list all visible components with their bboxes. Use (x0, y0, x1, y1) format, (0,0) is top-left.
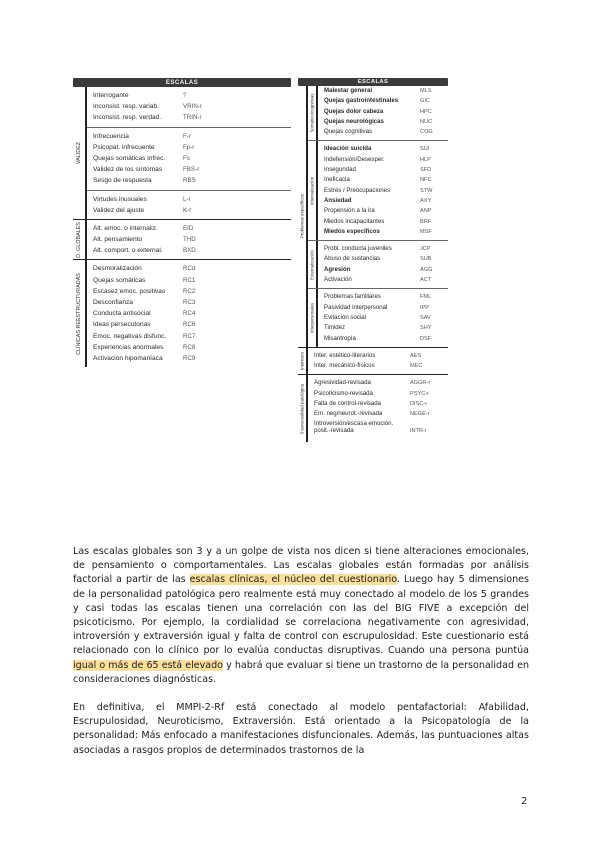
table-row: Interrogante ? (93, 92, 187, 99)
group-validez (73, 87, 291, 220)
group-label: VALIDEZ (76, 141, 82, 164)
table-row: Sesgo de respuesta RBS (93, 177, 196, 185)
table-row: Quejas somáticas infrec. Fs (93, 154, 190, 162)
table-row: Indefensión/Desesper. HLP (324, 155, 431, 163)
table-row: Emoc. negativas disfunc. RC7 (93, 332, 196, 340)
table-row: Evitación social SAV (324, 313, 431, 321)
group-label-cell (73, 260, 87, 367)
table-row: Validez de los síntomas FBS-r (93, 166, 200, 174)
highlight-clinicas: escalas clínicas, el núcleo del cuestionario (189, 574, 397, 586)
subgroup-label: Externalización (309, 249, 315, 280)
subgroup-externalizacion (308, 241, 448, 289)
table-row: Misantropía DSF (324, 334, 432, 342)
table-row: Quejas neurológicas NUC (324, 117, 433, 125)
table-row: Ansiedad AXY (324, 196, 432, 204)
table-row: Alt. emoc. o internaliz. EID (93, 224, 194, 232)
table-row: Psicopat. infrecuente Fp-r (93, 143, 195, 151)
group-label-cell (298, 348, 308, 375)
table-row: Inseguridad SFD (324, 166, 432, 174)
table-row: Desmoralización RCd (93, 265, 196, 273)
table-row: Inter. estético-literarios AES (314, 351, 422, 359)
table-row: Malestar general MLS (324, 87, 432, 94)
table-header: ESCALAS (73, 78, 291, 87)
group-label: CLÍNICAS REESTRUCTURADAS (76, 272, 82, 355)
table-row: Activación ACT (324, 276, 432, 284)
table-row: Quejas gastrointestinales GIC (324, 97, 430, 105)
group-label-cell (73, 87, 87, 219)
paragraph-2: En definitiva, el MMPI-2-Rf está conectado al modelo pentafactorial: Afabilidad, Escrupulosidad, Neuroticismo, Extraversión. Está orientado a la Psicopatología de la personalidad: Más enfocado a manifestaciones disfuncionales. Además, las puntuaciones altas asociadas a rasgos propios de determinados trastornos de la (73, 702, 529, 756)
subgroup-label-cell (308, 241, 318, 288)
subgroup (87, 128, 291, 191)
table-row: Pasividad interpersonal IPP (324, 303, 430, 311)
table-row: Quejas somáticas RC1 (93, 276, 196, 284)
scales-table-right (298, 78, 448, 442)
table-row: Infrecuencia F-r (93, 132, 191, 140)
table-row: Miedos incapacitantes BRF (324, 217, 432, 225)
scales-table-left (73, 78, 291, 367)
table-row: Timidez SHY (324, 324, 432, 332)
subgroup (87, 87, 291, 128)
table-row: Probl. conducta juveniles JCP (324, 245, 431, 253)
group-label: Problemas específicos (299, 194, 305, 239)
group-personalidad-patologica (298, 375, 448, 441)
table-row: Virtudes inusuales L-r (93, 195, 191, 203)
table-row: Experiencias anormales RC8 (93, 343, 196, 351)
group-globales (73, 220, 291, 261)
group-label-cell (73, 220, 87, 260)
subgroup-internalizacion (308, 141, 448, 241)
table-row: Alt. pensamiento THD (93, 236, 196, 244)
subgroup-label-cell (308, 141, 318, 240)
group-label-cell (298, 375, 308, 441)
table-row: Alt. comport. o external. BXD (93, 247, 196, 255)
table-row: Psicoticismo-revisada PSYC-r (314, 389, 429, 397)
subgroup-somatico (308, 86, 448, 141)
table-row: Ideación suicida SUI (324, 145, 430, 153)
subgroup-label: Somático/cognitivas (309, 93, 315, 133)
subgroup-interpersonales (308, 289, 448, 346)
group-clinicas (73, 260, 291, 367)
subgroup-label-cell (308, 289, 318, 346)
subgroup (87, 191, 291, 219)
table-row: Falta de control-revisada DISC-r (314, 400, 428, 408)
table-row: Validez del ajuste K-r (93, 206, 192, 214)
table-row: Inconsist. resp. variab. VRIN-r (93, 103, 202, 111)
table-row: Ineficacia NFC (324, 176, 432, 184)
table-row: Escasez emoc. positivas RC2 (93, 287, 196, 295)
group-intereses (298, 348, 448, 376)
table-row: Miedos específicos MSF (324, 227, 432, 235)
table-row: Desconfianza RC3 (93, 299, 196, 306)
table-row: Abuso de sustancias SUB (324, 255, 432, 263)
table-row: Ideas persecutorias RC6 (93, 321, 196, 329)
table-row: Quejas cognitivas COG (324, 128, 433, 136)
table-row: Agresión AGG (324, 265, 433, 273)
table-row: Problemas familiares FML (324, 293, 432, 301)
group-label-cell (298, 86, 308, 347)
paragraph-1: Las escalas globales son 3 y a un golpe de vista nos dicen si tiene alteraciones emocionales, de pensamiento o comportamentales. Las escalas globales están formadas por análisis factorial a partir de las escalas clínicas, el núcleo del cuestionario. Luego hay 5 dimensiones de la personalidad patológica pero realmente está muy conectado al modelo de los 5 grandes y casi todas las escalas tienen una correlación con las del BIG FIVE a excepción del psicoticismo. Por ejemplo, la cordialidad se correlaciona negativamente con agresividad, introversión y extraversión igual y falta de control con escrupulosidad. Este cuestionario está relacionado con lo clínico por lo evalúa conductas disruptivas. Cuando una persona puntúa igual o más de 65 está elevado y habrá que evaluar si tiene un trastorno de la personalidad en consideraciones diagnósticas. (73, 546, 530, 685)
group-label: Intereses (299, 352, 305, 371)
group-label: 5 personalidad patológica (299, 383, 305, 434)
subgroup-label: Interpersonales (309, 302, 315, 334)
table-row: Introversión/escasa emoción. posit.-revisada INTR-r (314, 419, 427, 435)
table-row: Activación hipomaníaca RC9 (93, 354, 196, 362)
table-row: Quejas dolor cabeza HPC (324, 107, 432, 115)
table-row: Propensión a la ira ANP (324, 207, 432, 215)
subgroup-label: Internalización (309, 176, 315, 205)
table-row: Conducta antisocial RC4 (93, 310, 196, 318)
group-problemas-especificos (298, 86, 448, 348)
table-header: ESCALAS (298, 78, 448, 86)
table-row: Em. neg/neurot.-revisada NEGE-r (314, 410, 430, 418)
group-label: D. GLOBALES (76, 221, 82, 258)
table-row: Agresividad-revisada AGGR-r (314, 379, 431, 387)
table-row: Estrés / Preocupaciones STW (324, 186, 433, 194)
subgroup-label-cell (308, 86, 318, 140)
page-number: 2 (521, 796, 528, 807)
highlight-elevado: igual o más de 65 está elevado (73, 659, 224, 671)
table-row: Inconsist. resp. verdad. TRIN-r (93, 114, 202, 122)
table-row: Inter. mecánico-físicos MEC (314, 362, 423, 370)
